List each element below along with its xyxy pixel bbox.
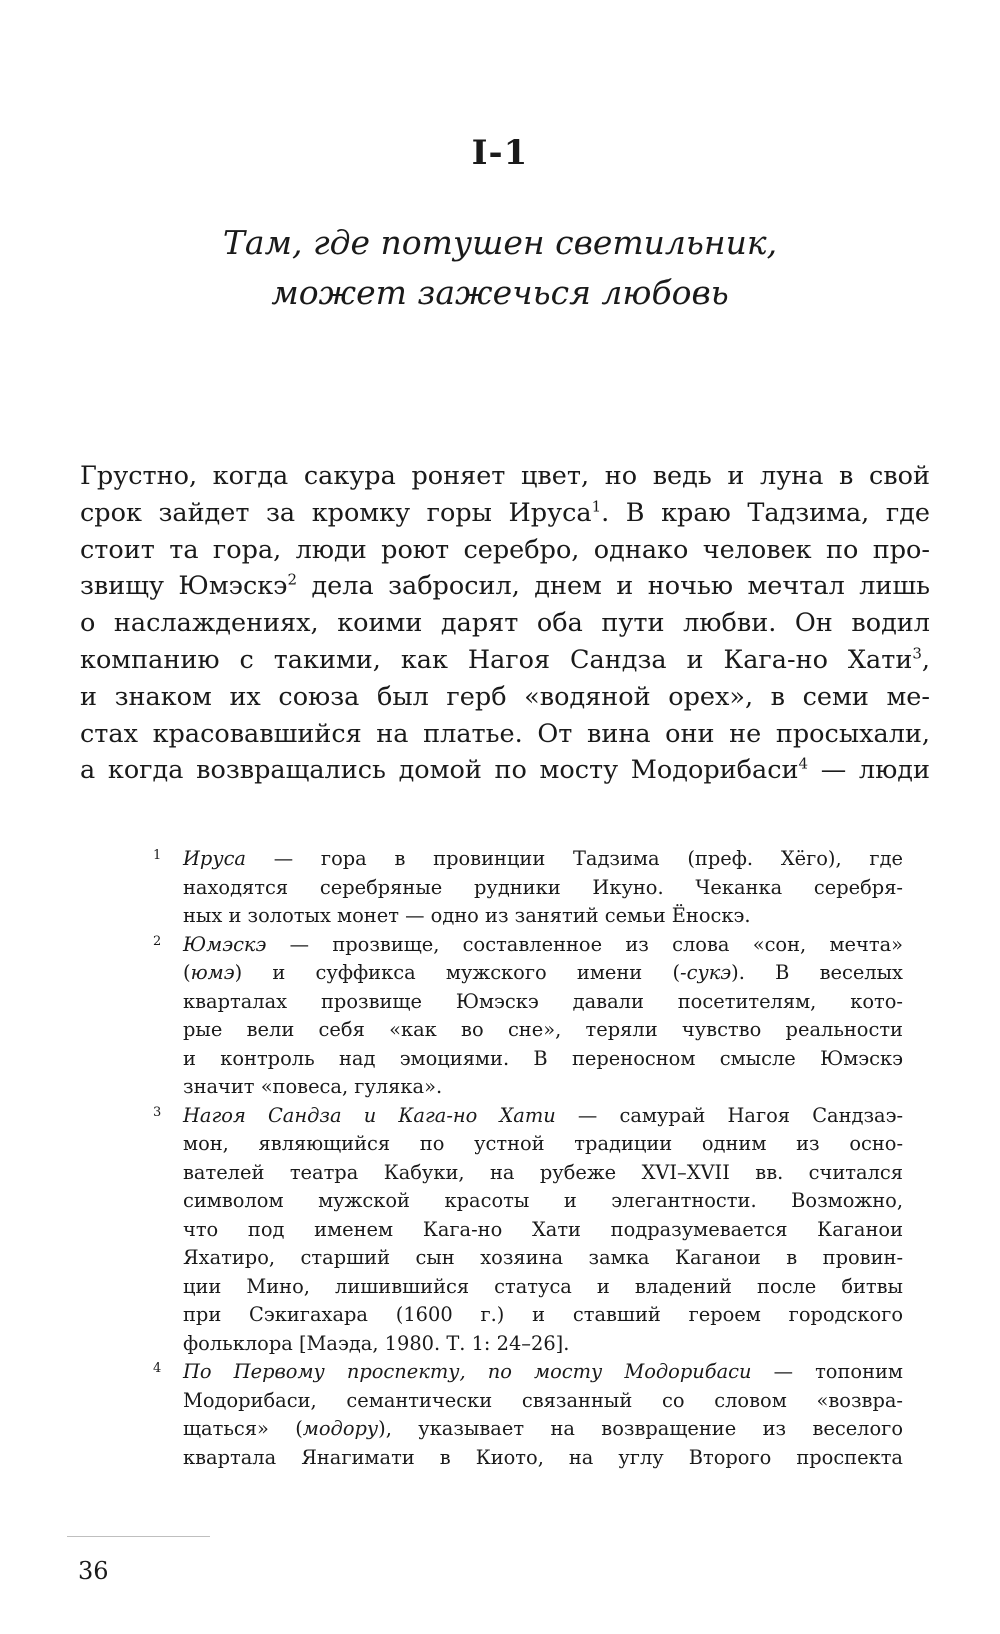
footnote-line: мон, являющийся по устной традиции одним из осно- bbox=[183, 1132, 903, 1155]
footnote-line: и контроль над эмоциями. В переносном смысле Юмэскэ bbox=[183, 1046, 903, 1070]
footnote-line: Ируса — гора в провинции Тадзима (преф. Хёго), где bbox=[183, 847, 903, 870]
body-line: Грустно, когда сакура роняет цвет, но ведь и луна в свой bbox=[80, 461, 930, 491]
footnote-line: Яхатиро, старший сын хозяина замка Каганои в провин- bbox=[183, 1246, 903, 1269]
body-line: компанию с такими, как Нагоя Сандза и Кага-но Хати$^3$, bbox=[80, 644, 930, 675]
footnote-term: Нагоя Сандза и Кага-но Хати bbox=[183, 1103, 556, 1127]
footnote-line: (юмэ) и суффикса мужского имени (-сукэ). В веселых bbox=[183, 961, 903, 984]
footnote-line: значит «повеса, гуляка». bbox=[183, 1075, 443, 1098]
body-line: а когда возвращались домой по мосту Модорибаси$^4$ — люди bbox=[80, 754, 930, 786]
footnote-line: что под именем Кага-но Хати подразумевается Каганои bbox=[183, 1217, 903, 1241]
footnote-line: Модорибаси, семантически связанный со словом «возвра- bbox=[183, 1388, 903, 1412]
footnote-line: По Первому проспекту, по мосту Модорибаси — топоним bbox=[183, 1360, 903, 1383]
footnote-mark: 4 bbox=[153, 1361, 162, 1376]
footnote-line: квартала Янагимати в Киото, на углу Второго проспекта bbox=[183, 1445, 903, 1469]
footnote-ref[interactable]: 3 bbox=[912, 644, 922, 663]
footnote-ref[interactable]: 2 bbox=[287, 570, 298, 589]
footnote-line: ных и золотых монет — одно из занятий семьи Ёноскэ. bbox=[183, 904, 751, 927]
footnote-term: По Первому проспекту, по мосту Модорибаси bbox=[183, 1360, 752, 1383]
footnotes bbox=[153, 845, 903, 1472]
footnote bbox=[153, 845, 903, 931]
body-line: и знаком их союза был герб «водяной орех», в семи ме- bbox=[80, 681, 930, 712]
footnote-ref[interactable]: 4 bbox=[798, 754, 809, 773]
footnote-mark: 2 bbox=[153, 933, 162, 949]
footnote-line: рые вели себя «как во сне», теряли чувство реальности bbox=[183, 1018, 903, 1041]
footnote-line: Юмэскэ — прозвище, составленное из слова «сон, мечта» bbox=[183, 932, 903, 956]
body-line: стоит та гора, люди роют серебро, однако человек по про- bbox=[80, 534, 930, 565]
footnote-term: Юмэскэ bbox=[183, 932, 267, 956]
footnote-term: Ируса bbox=[183, 847, 246, 870]
footnote bbox=[153, 931, 903, 1102]
body-text bbox=[80, 458, 930, 789]
footnote bbox=[153, 1358, 903, 1472]
chapter-title bbox=[0, 218, 1000, 318]
footnote-line: кварталах прозвище Юмэскэ давали посетителям, кото- bbox=[183, 989, 903, 1013]
body-line: срок зайдет за кромку горы Ируса$^1$. В краю Тадзима, где bbox=[80, 497, 931, 528]
footnote-separator-rule bbox=[67, 1536, 210, 1537]
body-line: звищу Юмэскэ$^2$ дела забросил, днем и ночью мечтал лишь bbox=[80, 570, 930, 602]
chapter-title-line: может зажечься любовь bbox=[271, 273, 729, 312]
footnote-line: символом мужской красоты и элегантности. Возможно, bbox=[183, 1189, 903, 1212]
footnote-mark: 3 bbox=[153, 1104, 162, 1120]
footnote-line: находятся серебряные рудники Икуно. Чеканка серебря- bbox=[183, 875, 903, 899]
footnote-line: фольклора [Маэда, 1980. Т. 1: 24–26]. bbox=[183, 1331, 570, 1355]
page-number: 36 bbox=[78, 1557, 109, 1585]
footnote-ref[interactable]: 1 bbox=[591, 497, 602, 516]
footnote-line: Нагоя Сандза и Кага-но Хати — самурай Нагоя Сандзаэ- bbox=[183, 1103, 903, 1127]
footnote-mark: 1 bbox=[153, 848, 162, 863]
body-line: стах красовавшийся на платье. От вина они не просыхали, bbox=[80, 718, 930, 749]
body-line: о наслаждениях, коими дарят оба пути любви. Он водил bbox=[80, 608, 930, 639]
chapter-title-line: Там, где потушен светильник, bbox=[222, 223, 778, 262]
footnote-line: ции Мино, лишившийся статуса и владений после битвы bbox=[183, 1274, 903, 1298]
chapter-number: I-1 bbox=[471, 133, 529, 173]
footnote bbox=[153, 1102, 903, 1359]
footnote-line: щаться» (модору), указывает на возвращение из веселого bbox=[183, 1417, 903, 1440]
footnote-line: при Сэкигахара (1600 г.) и ставший героем городского bbox=[183, 1303, 903, 1326]
footnote-line: вателей театра Кабуки, на рубеже XVI–XVII вв. считался bbox=[183, 1160, 903, 1184]
